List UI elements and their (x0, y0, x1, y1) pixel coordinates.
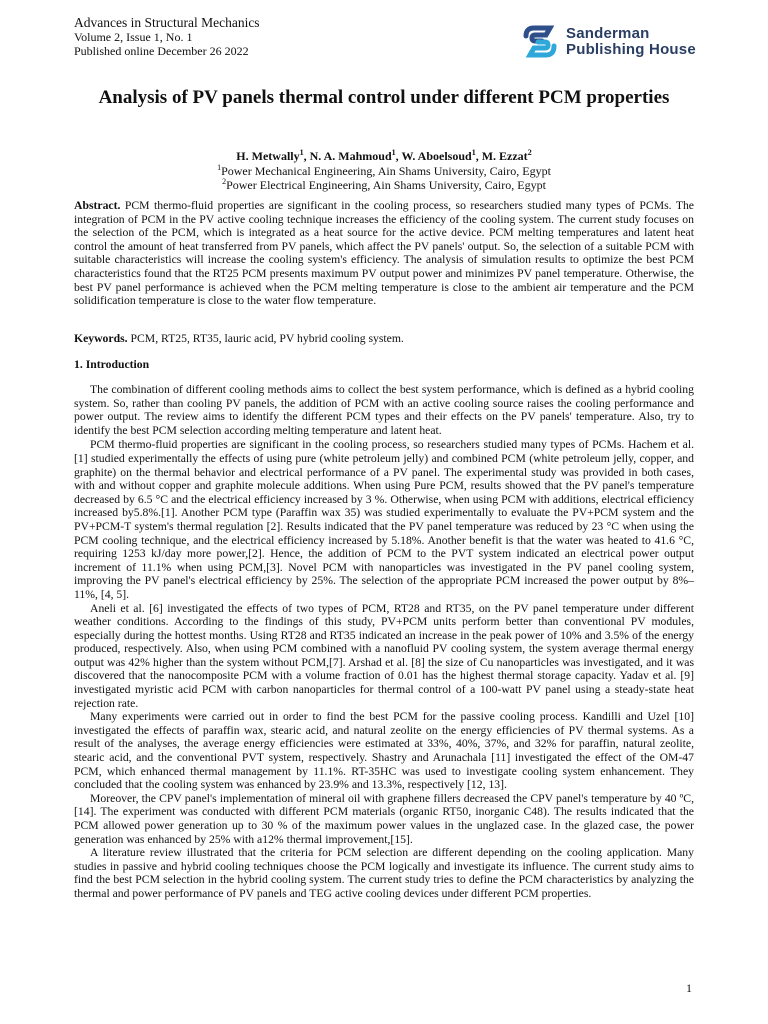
author: H. Metwally$^1$, (236, 148, 310, 163)
author: M. Ezzat$^2$ (481, 148, 532, 163)
journal-name: Advances in Structural Mechanics (74, 15, 260, 30)
keywords-text: PCM, RT25, RT35, lauric acid, PV hybrid cooling system. (130, 332, 404, 345)
abstract (74, 199, 694, 308)
keywords (74, 332, 694, 346)
author-list (74, 149, 694, 164)
affiliation: $^2$Power Electrical Engineering, Ain Shams University, Cairo, Egypt (222, 177, 546, 192)
paragraph: Aneli et al. [6] investigated the effects of two types of PCM, RT28 and RT35, on the PV panel temperature under different weather conditions. According to the findings of this study, PV+PCM units perform better than conventional PV modules, especially during the hottest months. Using RT28 and RT35 indicated an increase in the peak power of 10% and 3.5% of the energy produced, respectively. Also, when using PCM combined with a nanofluid PV cooling system, the system average thermal energy output was 42% higher than the system without PCM,[7]. Arshad et al. [8] the size of Cu nanoparticles was investigated, and it was discovered that the nanocomposite PCM with a volume fraction of 0.01 has the highest thermal storage capacity. Yadav et al. [9] investigated myristic acid PCM with carbon nanoparticles for thermal control of a 100-watt PV panel using a steady-state heat rejection rate. (74, 601, 694, 710)
publisher-logo-icon (520, 24, 560, 60)
section-heading: 1. Introduction (74, 358, 150, 371)
paragraph: PCM thermo-fluid properties are significant in the cooling process, so researchers studied many types of PCMs. Hachem et al. [1] studied experimentally the effects of using pure (white petroleum jelly) and combined PCM (white petroleum jelly, copper, and graphite) on the thermal behavior and electrical performance of a PV panel. The experimental study was provided in both cases, with and without copper and graphite molecule additions. When using Pure PCM, results showed that the PV panel's temperature decreased by 6.5 °C and the electrical efficiency increased by 3 %. Otherwise, when using PCM with additions, electrical efficiency increased by5.8%.[1]. Another PCM type (Paraffin wax 35) was studied experimentally to evaluate the PV+PCM system and the PV+PCM-T system's thermal regulation [2]. Results indicated that the PV panel temperature was reduced by 23 °C when using the PCM cooling technique, and the electrical efficiency increased by 5.18%. Another benefit is that the water was heated to 41.6 °C, requiring 1253 kJ/day more power,[2]. Hence, the addition of PCM to the PVT system indicated an electrical power output increment of 11.1% when using PCM,[3]. Novel PCM with nanoparticles was investigated in the PV panel cooling system, improving the PV panel's electrical efficiency by 25%. The selection of the appropriate PCM increased the power output by 8%–11%, [4, 5]. (74, 438, 694, 601)
author: N. A. Mahmoud$^1$, (309, 148, 402, 163)
keywords-label: Keywords. (74, 332, 128, 345)
journal-header (74, 15, 260, 58)
author: W. Aboelsoud$^1$, (401, 148, 482, 163)
abstract-text: PCM thermo-fluid properties are significant in the cooling process, so researchers studied many types of PCMs. The integration of PCM in the PV active cooling technique increases the efficiency of the cooling system. The current study focuses on the selection of the PCM, which is integrated as a heat source for the active device. PCM melting temperatures and latent heat control the amount of heat transferred from PV panels, which affect the PV panels' output. So, the selection of a suitable PCM with suitable characteristics will increase the cooling system's efficiency. The analysis of simulation results to optimize the best PCM characteristics found that the RT25 PCM presents maximum PV output power and minimizes PV panel temperature. Otherwise, the best PV panel performance is achieved when the PCM melting temperature is close to the ambient air temperature and the PCM solidification temperature is close to the water flow temperature. (74, 199, 694, 308)
paper-title: Analysis of PV panels thermal control under different PCM properties (98, 87, 670, 108)
volume-line: Volume 2, Issue 1, No. 1 (74, 30, 193, 44)
paragraph: The combination of different cooling methods aims to collect the best system performance, which is defined as a hybrid cooling system. So, rather than cooling PV panels, the addition of PCM with an active cooling source raises the cooling performance and power output. The review aims to identify the different PCM types and their effects on the PV panels' temperature. Also, try to identify the best PCM selection according melting temperature and latent heat. (74, 383, 694, 437)
paragraph: Moreover, the CPV panel's implementation of mineral oil with graphene fillers decreased the CPV panel's temperature by 40 ºC,[14]. The experiment was conducted with different PCM materials (organic RT50, inorganic C48). The results indicated that the PCM allowed power generation up to 30 % of the maximum power values in the unglazed case. In the glazed case, the power generation was enhanced by 25% with a12% thermal improvement,[15]. (74, 791, 694, 846)
paragraph: A literature review illustrated that the criteria for PCM selection are different depending on the cooling application. Many studies in passive and hybrid cooling techniques choose the PCM logically and investigate its influence. The current study aims to find the best PCM selection in the hybrid cooling system. The current study tries to define the PCM characteristics by analyzing the thermal and power performance of PV panels and TEG active cooling devices under different PCM properties. (74, 846, 694, 900)
publisher-line1: Sanderman (566, 25, 650, 42)
publisher-line2: Publishing House (566, 41, 696, 58)
publisher-name (566, 26, 696, 58)
affiliation: $^1$Power Mechanical Engineering, Ain Shams University, Cairo, Egypt (217, 163, 551, 178)
publisher-block (520, 24, 696, 60)
affiliations (74, 164, 694, 192)
paragraph: Many experiments were carried out in order to find the best PCM for the passive cooling process. Kandilli and Uzel [10] investigated the effects of paraffin wax, stearic acid, and natural zeolite on the energy efficiencies of PV thermal systems. As a result of the analyses, the average energy efficiencies were estimated at 33%, 40%, 37%, and 32% for paraffin, natural zeolite, stearic acid, and the conventional PVT system, respectively. Shastry and Arunachala [11] investigated the effect of the OM-47 PCM, which enhanced thermal management by 11.1%. RT-35HC was used to investigate cooling system enhancement. They concluded that the cooling system was enhanced by 23.9% and 13.3%, respectively [12, 13]. (74, 710, 694, 792)
introduction-body (74, 383, 694, 901)
page-number: 1 (686, 981, 692, 995)
abstract-label: Abstract. (74, 199, 121, 212)
published-line: Published online December 26 2022 (74, 44, 249, 58)
